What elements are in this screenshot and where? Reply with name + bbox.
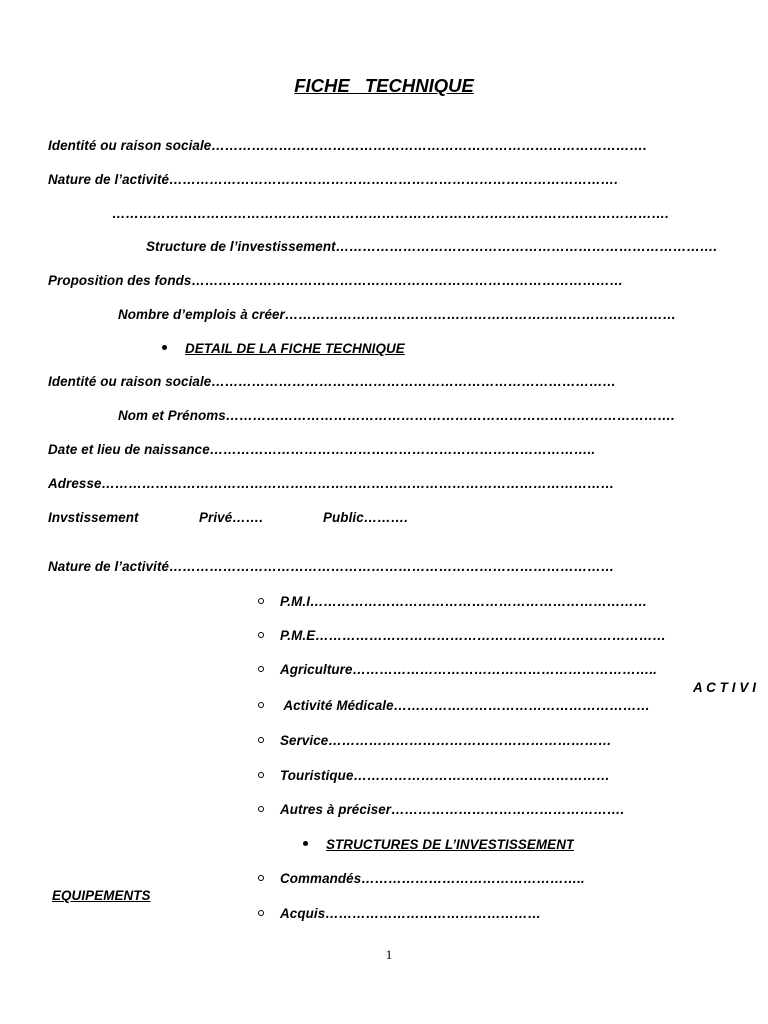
detail-nom: Nom et Prénoms……………………………………………………………………………………….: [118, 408, 675, 423]
detail-investissement-label: Invstissement: [48, 510, 139, 525]
bullet-ring-icon: [258, 632, 264, 638]
activite-medicale: Activité Médicale…………………………………………………: [280, 698, 650, 713]
detail-public: Public……….: [323, 510, 409, 525]
bullet-disc-icon: [303, 841, 308, 846]
bullet-ring-icon: [258, 806, 264, 812]
activite-autres: Autres à préciser…………………………………………….: [280, 802, 625, 817]
field-identite: Identité ou raison sociale…………………………………………………………………………………….: [48, 138, 647, 153]
activite-service: Service………………………………………………………: [280, 733, 612, 748]
activite-pmi: P.M.I…………………………………………………………………: [280, 594, 648, 609]
detail-naissance: Date et lieu de naissance…………………………………………………………………………..: [48, 442, 596, 457]
bullet-disc-icon: [162, 345, 167, 350]
detail-prive: Privé…….: [199, 510, 264, 525]
bullet-ring-icon: [258, 598, 264, 604]
field-nature: Nature de l’activité……………………………………………………………………………………….: [48, 172, 619, 187]
activite-pme: P.M.E……………………………………………………………………: [280, 628, 666, 643]
detail-identite: Identité ou raison sociale………………………………………………………………………………: [48, 374, 617, 389]
page-number: 1: [385, 947, 393, 962]
list-item: [258, 767, 610, 785]
detail-adresse: Adresse……………………………………………………………………………………………………: [48, 476, 615, 491]
side-label-activites: A C T I V I: [693, 680, 757, 695]
list-item: [258, 661, 657, 679]
list-item: [258, 905, 541, 923]
activite-agriculture: Agriculture…………………………………………………………..: [280, 662, 657, 677]
section-detail-label: DETAIL DE LA FICHE TECHNIQUE: [185, 341, 405, 356]
list-item: [258, 697, 650, 715]
bullet-ring-icon: [258, 875, 264, 881]
section-structures-label: STRUCTURES DE L’INVESTISSEMENT: [326, 837, 575, 852]
list-item: [258, 732, 612, 750]
section-structures-heading: [303, 836, 574, 854]
field-proposition: Proposition des fonds……………………………………………………………………………………: [48, 273, 624, 288]
section-detail-heading: [162, 340, 405, 358]
bullet-ring-icon: [258, 772, 264, 778]
page-title: FICHE TECHNIQUE: [294, 75, 474, 96]
detail-nature: Nature de l’activité………………………………………………………………………………………: [48, 559, 615, 574]
list-item: [258, 593, 647, 611]
equipement-acquis: Acquis…………………………………………: [280, 906, 542, 921]
field-structure: Structure de l’investissement………………………………………………………………………….: [146, 239, 718, 254]
bullet-ring-icon: [258, 666, 264, 672]
field-nature-continued: …………………………………………………………………………………………………………….: [112, 206, 669, 221]
bullet-ring-icon: [258, 910, 264, 916]
list-item: [258, 627, 666, 645]
bullet-ring-icon: [258, 737, 264, 743]
field-emplois: Nombre d’emplois à créer……………………………………………………………………………: [118, 307, 677, 322]
equipements-label: EQUIPEMENTS: [52, 888, 151, 903]
equipement-commandes: Commandés…………………………………………..: [280, 871, 585, 886]
activite-touristique: Touristique…………………………………………………: [280, 768, 610, 783]
list-item: [258, 870, 585, 888]
bullet-ring-icon: [258, 702, 264, 708]
list-item: [258, 801, 624, 819]
